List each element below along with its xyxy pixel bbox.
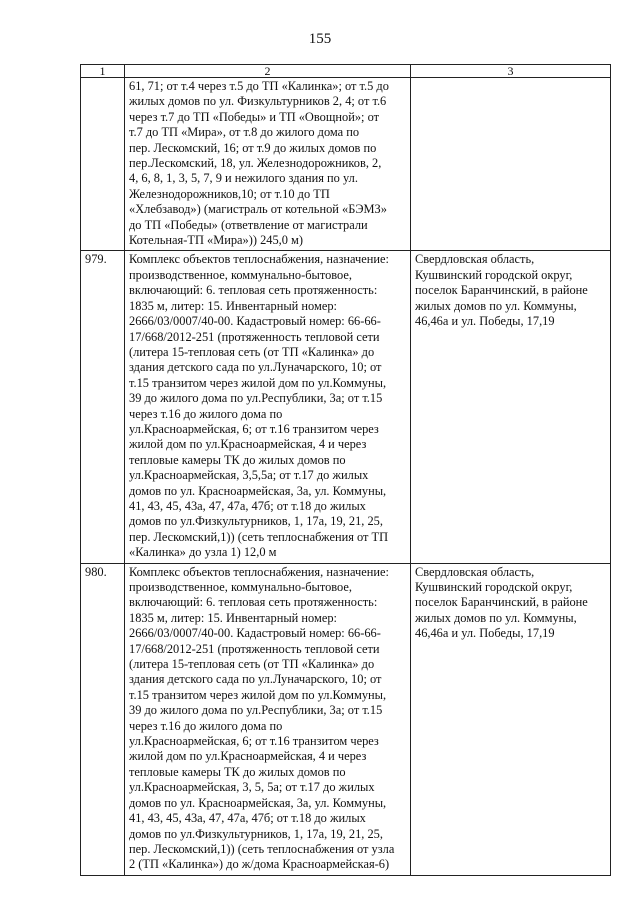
table-header-row: [81, 65, 611, 78]
description-line: 2 (ТП «Калинка») до ж/дома Красноармейская-6): [129, 857, 390, 872]
description-line: производственное, коммунально-бытовое,: [129, 267, 352, 282]
description-line: пер. Лескомский, 16; от т.9 до жилых домов по: [129, 140, 377, 155]
description-line: ул.Красноармейская, 6; от т.16 транзитом через: [129, 734, 379, 749]
description-line: производственное, коммунально-бытовое,: [129, 580, 352, 594]
description-line: тепловые камеры ТК до жилых домов по: [129, 764, 346, 779]
location-line: 46,46а и ул. Победы, 17,19: [415, 314, 555, 329]
description-line: домов по ул. Красноармейская, 3а, ул. Коммуны,: [129, 795, 387, 810]
description-line: включающий: 6. тепловая сеть протяженность:: [129, 595, 378, 610]
description-line: здания детского сада по ул.Луначарского, 10; от: [129, 360, 382, 375]
location-line: жилых домов по ул. Коммуны,: [415, 610, 577, 625]
description-line: жилой дом по ул.Красноармейская, 4 и через: [129, 437, 367, 452]
column-header-description: 2: [125, 65, 411, 78]
description-line: 1835 м, литер: 15. Инвентарный номер:: [129, 298, 337, 313]
location-line: поселок Баранчинский, в районе: [415, 595, 588, 610]
description-line: до ТП «Победы» (ответвление от магистрали: [129, 217, 368, 232]
row-number: 980.: [81, 563, 125, 875]
object-location: [411, 78, 611, 251]
description-line: через т.7 до ТП «Победы» и ТП «Овощной»; от: [129, 109, 380, 124]
description-line: 17/668/2012-251 (протяженность тепловой сети: [129, 641, 380, 656]
column-header-number: 1: [81, 65, 125, 78]
description-line: Железнодорожников,10; от т.10 до ТП: [129, 186, 330, 201]
description-line: через т.16 до жилого дома по: [129, 406, 283, 421]
table-row: [81, 563, 611, 875]
location-line: 46,46а и ул. Победы, 17,19: [415, 626, 555, 641]
description-line: 41, 43, 45, 43а, 47, 47а, 47б; от т.18 до жилых: [129, 498, 366, 513]
description-line: (литера 15-тепловая сеть (от ТП «Калинка» до: [129, 344, 375, 359]
description-line: т.7 до ТП «Мира», от т.8 до жилого дома по: [129, 125, 360, 140]
description-line: 4, 6, 8, 1, 3, 5, 7, 9 и нежилого здания по ул.: [129, 171, 358, 186]
location-line: Кушвинский городской округ,: [415, 267, 573, 282]
description-line: ул.Красноармейская, 3, 5, 5а; от т.17 до жилых: [129, 780, 375, 795]
column-header-location: 3: [411, 65, 611, 78]
location-line: Свердловская область,: [415, 564, 535, 579]
description-line: жилой дом по ул.Красноармейская, 4 и через: [129, 749, 367, 764]
description-line: ул.Красноармейская, 6; от т.16 транзитом через: [129, 421, 379, 436]
description-line: т.15 транзитом через жилой дом по ул.Коммуны,: [129, 687, 387, 702]
property-table: [80, 64, 611, 876]
description-line: «Калинка» до узла 1) 12,0 м: [129, 545, 277, 560]
description-line: пер. Лескомский,1)) (сеть теплоснабжения от узла: [129, 841, 395, 856]
table-row: [81, 78, 611, 251]
object-description: [125, 251, 411, 563]
location-line: жилых домов по ул. Коммуны,: [415, 298, 577, 313]
description-line: домов по ул. Красноармейская, 3а, ул. Коммуны,: [129, 483, 387, 498]
location-line: поселок Баранчинский, в районе: [415, 283, 588, 298]
description-line: 41, 43, 45, 43а, 47, 47а, 47б; от т.18 до жилых: [129, 811, 366, 826]
object-location: [411, 563, 611, 875]
description-line: ул.Красноармейская, 3,5,5а; от т.17 до жилых: [129, 468, 369, 483]
description-line: здания детского сада по ул.Луначарского, 10; от: [129, 672, 382, 687]
description-line: Комплекс объектов теплоснабжения, назначение:: [129, 564, 389, 579]
description-line: жилых домов по ул. Физкультурников 2, 4; от т.6: [129, 94, 387, 109]
object-location: [411, 251, 611, 563]
description-line: 1835 м, литер: 15. Инвентарный номер:: [129, 610, 337, 625]
description-line: «Хлебзавод») (магистраль от котельной «БЭМЗ»: [129, 202, 387, 217]
location-line: Свердловская область,: [415, 252, 535, 267]
object-description: [125, 563, 411, 875]
description-line: т.15 транзитом через жилой дом по ул.Коммуны,: [129, 375, 387, 390]
description-line: Комплекс объектов теплоснабжения, назначение:: [129, 252, 389, 267]
object-description: [125, 78, 411, 251]
description-line: домов по ул.Физкультурников, 1, 17а, 19, 21, 25,: [129, 514, 383, 529]
description-line: домов по ул.Физкультурников, 1, 17а, 19, 21, 25,: [129, 826, 383, 841]
description-line: 39 до жилого дома по ул.Республики, 3а; от т.15: [129, 391, 383, 406]
description-line: 39 до жилого дома по ул.Республики, 3а; от т.15: [129, 703, 383, 718]
description-line: 17/668/2012-251 (протяженность тепловой сети: [129, 329, 380, 344]
description-line: (литера 15-тепловая сеть (от ТП «Калинка» до: [129, 657, 375, 672]
description-line: Котельная-ТП «Мира»)) 245,0 м): [129, 233, 304, 248]
description-line: пер. Лескомский,1)) (сеть теплоснабжения от ТП: [129, 529, 389, 544]
table-row: [81, 251, 611, 563]
row-number: 979.: [81, 251, 125, 563]
page-number: 155: [308, 31, 332, 47]
row-number: [81, 78, 125, 251]
location-line: Кушвинский городской округ,: [415, 580, 573, 594]
description-line: 61, 71; от т.4 через т.5 до ТП «Калинка»; от т.5 до: [129, 79, 389, 93]
description-line: 2666/03/0007/40-00. Кадастровый номер: 66-66-: [129, 626, 381, 641]
description-line: 2666/03/0007/40-00. Кадастровый номер: 66-66-: [129, 314, 381, 329]
description-line: включающий: 6. тепловая сеть протяженность:: [129, 283, 378, 298]
description-line: через т.16 до жилого дома по: [129, 718, 283, 733]
description-line: тепловые камеры ТК до жилых домов по: [129, 452, 346, 467]
description-line: пер.Лескомский, 18, ул. Железнодорожников, 2,: [129, 156, 382, 171]
